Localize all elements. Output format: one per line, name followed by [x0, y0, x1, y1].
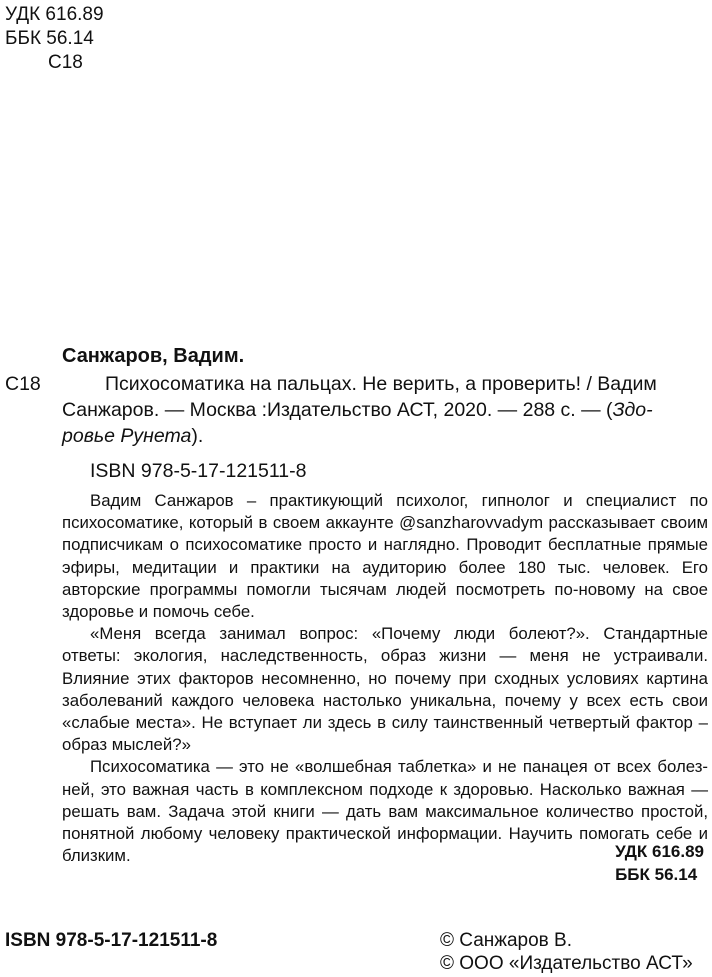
entry-author-mark: С18: [5, 373, 41, 395]
description-line-3-end: ).: [191, 425, 204, 447]
bottom-udk-code: УДК 616.89: [615, 842, 704, 861]
bottom-codes: [615, 840, 704, 886]
annotation-paragraph-3: Психосоматика — это не «волшебная таблетка» и не панацея от всех болезней, это важная часть в комплексном подходе к здоровью. Насколько важная — решать вам. Задача этой книги — дать вам максимальное количество простой, понятной любому человеку практической информации. Научить помогать себе и близким.: [62, 757, 708, 866]
bottom-bbk-code: ББК 56.14: [615, 865, 698, 884]
description-line-3: [62, 423, 203, 449]
annotation-paragraph-2: «Меня всегда занимал вопрос: «Почему люди болеют?». Стандартные ответы: экология, наследственность, образ жизни — меня не устраивали. Влияние этих факторов несомненно, но почему при сходных условиях картина заболеваний каждого человека настолько уникальна, почему у всех есть свои «слабые места». Не вступает ли здесь в силу таинственный четвертый фактор – образ мыслей?»: [62, 624, 708, 755]
footer-isbn: ISBN 978-5-17-121511-8: [5, 930, 218, 951]
bbk-code: ББК 56.14: [5, 28, 94, 49]
description-line-2-text: Санжаров. — Москва :Издательство АСТ, 2020. — 288 с. — (: [62, 399, 613, 421]
description-line-1: Психосоматика на пальцах. Не верить, а проверить! / Вадим: [105, 373, 657, 395]
series-title-part1: Здо-: [612, 399, 653, 421]
description-line-2: [62, 397, 653, 423]
author-name: Санжаров, Вадим.: [62, 345, 245, 367]
copyright-author: © Санжаров В.: [440, 930, 573, 951]
series-title-part2: ровье Рунета: [62, 425, 192, 447]
udk-code: УДК 616.89: [5, 4, 104, 25]
entry-isbn: ISBN 978-5-17-121511-8: [90, 460, 307, 482]
annotation: [62, 490, 708, 867]
copyright-publisher: © ООО «Издательство АСТ»: [440, 953, 693, 974]
annotation-paragraph-1: Вадим Санжаров – практикующий психолог, гипнолог и специалист по психосоматике, который в своем аккаунте @sanzharovvadym рассказывает своим подписчикам о психосоматике просто и наглядно. Проводит бесплатные прямые эфиры, медитации и практики на аудиторию более 180 тыс. человек. Его авторские программы помогли тысячам людей посмотреть по-новому на свое здоровье и помочь себе.: [62, 491, 708, 622]
author-mark: С18: [48, 52, 83, 73]
